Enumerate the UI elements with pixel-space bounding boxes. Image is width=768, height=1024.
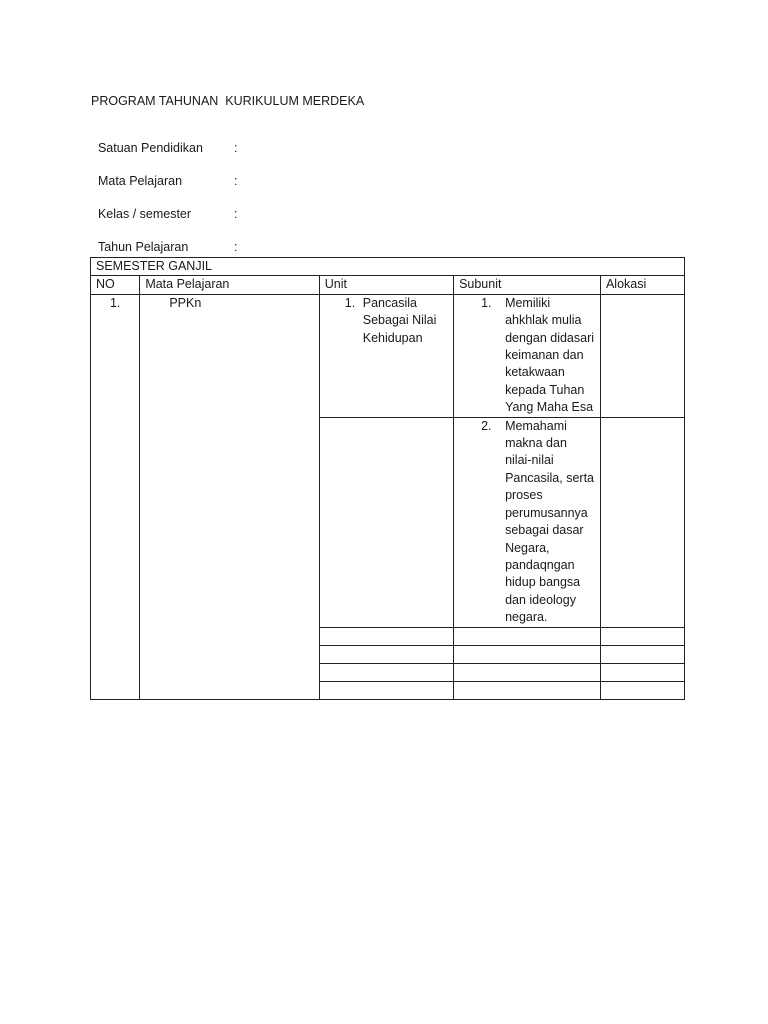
subunit-number: 2. [481,418,492,433]
subunit-cell [454,663,601,681]
unit-item [325,295,453,347]
field-label: Satuan Pendidikan [97,141,203,155]
mapel-cell [140,294,319,699]
alokasi-cell [600,681,684,699]
field-mata-pelajaran [91,160,237,188]
semester-row [91,258,685,276]
subunit-cell [454,294,601,417]
alokasi-cell [600,417,684,627]
alokasi-cell [600,663,684,681]
alokasi-cell [600,645,684,663]
unit-number: 1. [344,295,356,310]
header-subunit: Subunit [454,276,601,294]
field-tahun-pelajaran [91,226,237,254]
subunit-text: Memiliki ahkhlak mulia dengan didasari keimanan dan ketakwaan kepada Tuhan Yang Maha Esa [505,295,595,415]
program-table [90,257,685,700]
header-alokasi: Alokasi [600,276,684,294]
field-separator: : [233,174,238,188]
subunit-cell [454,645,601,663]
unit-cell [319,627,453,645]
header-row [91,276,685,294]
subunit-item [459,418,600,627]
field-kelas-semester [91,193,237,221]
subunit-cell [454,627,601,645]
subunit-cell [454,681,601,699]
unit-cell [319,681,453,699]
header-mapel: Mata Pelajaran [140,276,319,294]
mapel-value: PPKn [169,295,202,310]
alokasi-cell [600,294,684,417]
unit-cell [319,645,453,663]
semester-label: SEMESTER GANJIL [91,258,685,276]
field-separator: : [233,141,238,155]
header-no: NO [91,276,140,294]
subunit-cell [454,417,601,627]
subunit-item [459,295,600,417]
field-separator: : [233,207,238,221]
table-row [91,294,685,417]
field-separator: : [233,240,238,254]
row-number: 1. [91,294,140,699]
subunit-number: 1. [481,295,492,310]
subunit-text: Memahami makna dan nilai-nilai Pancasila, serta proses perumusannya sebagai dasar Negara, pandaqngan hidup bangsa dan ideology negara. [505,418,594,625]
unit-cell [319,417,453,627]
field-label: Tahun Pelajaran [97,240,189,254]
page-title: PROGRAM TAHUNAN KURIKULUM MERDEKA [91,94,365,108]
header-unit: Unit [319,276,453,294]
unit-cell [319,663,453,681]
field-satuan-pendidikan [91,127,237,155]
unit-text: Pancasila Sebagai Nilai Kehidupan [362,295,437,345]
alokasi-cell [600,627,684,645]
field-label: Kelas / semester [97,207,192,221]
unit-cell [319,294,453,417]
field-label: Mata Pelajaran [97,174,183,188]
